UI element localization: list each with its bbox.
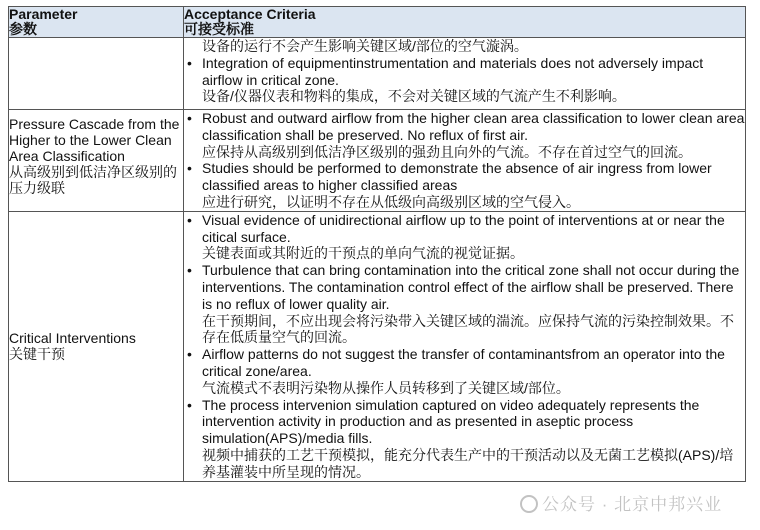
table-header-row <box>9 7 746 38</box>
criterion-zh: 应进行研究，以证明不存在从低级向高级别区域的空气侵入。 <box>202 193 580 210</box>
bullet-icon: • <box>187 110 192 126</box>
parameter-en: Critical Interventions <box>9 330 136 347</box>
criterion-en: Studies should be performed to demonstrate the absence of air ingress from lower classified areas to higher classified areas <box>202 160 712 194</box>
criteria-cell <box>184 110 746 212</box>
criterion-en: Integration of equipmentinstrumentation and materials does not adversely impact airflow in critical zone. <box>202 54 704 88</box>
parameter-cell <box>9 110 184 212</box>
parameter-cell <box>9 211 184 481</box>
watermark <box>520 490 722 515</box>
table-row <box>9 110 746 212</box>
criteria-column-header <box>184 7 746 38</box>
bullet-icon: • <box>187 262 192 279</box>
criterion-zh: 应保持从高级别到低洁净区级别的强劲且向外的气流。不存在首过空气的回流。 <box>202 143 692 160</box>
list-item <box>184 212 745 262</box>
parameter-cell-empty <box>9 38 184 110</box>
list-item <box>184 397 745 481</box>
wechat-icon <box>520 495 538 513</box>
list-item <box>184 160 745 210</box>
bullet-icon: • <box>187 396 192 413</box>
criterion-zh: 气流模式不表明污染物从操作人员转移到了关键区域/部位。 <box>202 379 570 396</box>
acceptance-criteria-table <box>8 6 746 482</box>
bullet-icon: • <box>187 346 192 363</box>
criteria-cell <box>184 38 746 110</box>
criterion-zh: 关键表面或其附近的干预点的单向气流的视觉证据。 <box>202 245 524 262</box>
header-parameter-en: Parameter <box>9 6 78 22</box>
list-item <box>184 55 745 105</box>
parameter-zh: 关键干预 <box>9 346 65 363</box>
watermark-text: 公众号 · 北京中邦兴业 <box>542 495 723 514</box>
criterion-zh: 在干预期间，不应出现会将污染带入关键区域的湍流。应保持气流的污染控制效果。不存在低质量空气的回流。 <box>202 312 734 346</box>
header-criteria-en: Acceptance Criteria <box>184 6 316 22</box>
criterion-en: Visual evidence of unidirectional airflow up to the point of interventions at or near the citical surface. <box>202 211 725 245</box>
criterion-en: Airflow patterns do not suggest the transfer of contaminantsfrom an operator into the critical zone/area. <box>202 346 725 379</box>
bullet-icon: • <box>187 211 192 228</box>
bullet-icon: • <box>187 54 192 71</box>
bullet-icon: • <box>187 160 192 177</box>
criterion-zh: 视频中捕获的工艺干预模拟，能充分代表生产中的干预活动以及无菌工艺模拟(APS)/培养基灌装中所呈现的情况。 <box>202 446 734 480</box>
criteria-cell <box>184 211 746 481</box>
parameter-zh: 从高级别到低洁净区级别的压力级联 <box>9 164 177 196</box>
list-item <box>184 262 745 346</box>
list-item <box>184 110 745 160</box>
list-item <box>184 346 745 396</box>
table-row <box>9 211 746 481</box>
header-parameter-zh: 参数 <box>9 21 37 37</box>
criterion-en: Turbulence that can bring contamination into the critical zone shall not occur during the interventions. The contamination control effect of the airflow shall be preserved. There is no reflux of lower quality air. <box>202 262 740 312</box>
table-row <box>9 38 746 110</box>
criterion-en: The process intervenion simulation captured on video adequately represents the intervention activity in production and as presented in aseptic process simulation(APS)/media fills. <box>202 396 700 447</box>
parameter-column-header <box>9 7 184 38</box>
criterion-zh: 设备/仪器仪表和物料的集成，不会对关键区域的气流产生不利影响。 <box>202 88 626 105</box>
criterion-en: Robust and outward airflow from the higher clean area classification to lower clean area classification shall be preserved. No reflux of first air. <box>202 110 745 143</box>
header-criteria-zh: 可接受标准 <box>184 21 254 37</box>
continued-text: 设备的运行不会产生影响关键区域/部位的空气漩涡。 <box>202 38 528 54</box>
parameter-en: Pressure Cascade from the Higher to the Lower Clean Area Classification <box>9 116 180 164</box>
